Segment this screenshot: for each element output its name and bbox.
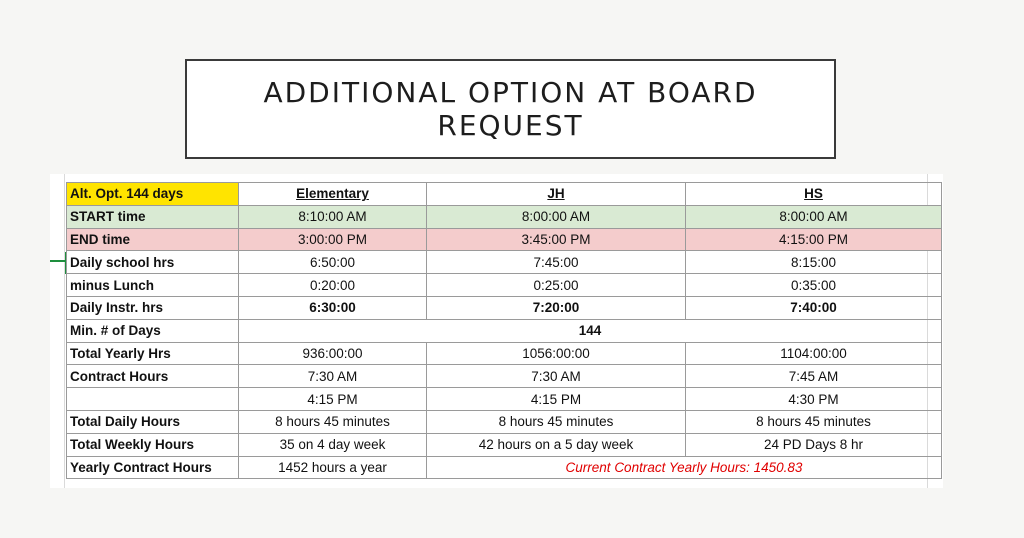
selection-marker [50,260,66,262]
table-cell[interactable]: 24 PD Days 8 hr [686,433,942,456]
row-label[interactable] [67,388,239,411]
table-cell[interactable]: 4:15:00 PM [686,228,942,251]
table-cell[interactable]: 3:45:00 PM [427,228,686,251]
table-row [67,388,942,411]
row-label[interactable]: Total Weekly Hours [67,433,239,456]
table-row [67,251,942,274]
table-cell[interactable]: 4:15 PM [239,388,427,411]
table-row [67,342,942,365]
table-cell[interactable]: 8:00:00 AM [686,205,942,228]
table-row [67,365,942,388]
table-cell[interactable]: 8:00:00 AM [427,205,686,228]
table-cell[interactable]: 1452 hours a year [239,456,427,479]
row-label[interactable]: Total Yearly Hrs [67,342,239,365]
table-cell[interactable]: 1056:00:00 [427,342,686,365]
table-row [67,296,942,319]
col-header-jh[interactable]: JH [427,183,686,206]
col-header-hs[interactable]: HS [686,183,942,206]
table-cell[interactable]: 35 on 4 day week [239,433,427,456]
table-cell[interactable]: 8:15:00 [686,251,942,274]
table-cell[interactable]: 3:00:00 PM [239,228,427,251]
table-cell[interactable]: 42 hours on a 5 day week [427,433,686,456]
table-cell[interactable]: 7:45:00 [427,251,686,274]
contract-note[interactable]: Current Contract Yearly Hours: 1450.83 [427,456,942,479]
table-cell[interactable]: 8 hours 45 minutes [686,410,942,433]
row-label[interactable]: START time [67,205,239,228]
title-box [185,59,836,159]
page-title: ADDITIONAL OPTION AT BOARD REQUEST [263,76,758,142]
table-cell[interactable]: 1104:00:00 [686,342,942,365]
table-cell[interactable]: 4:30 PM [686,388,942,411]
corner-cell[interactable]: Alt. Opt. 144 days [67,183,239,206]
table-row [67,274,942,297]
table-cell[interactable]: 7:40:00 [686,296,942,319]
table-row [67,205,942,228]
row-label[interactable]: Daily Instr. hrs [67,296,239,319]
col-header-elementary[interactable]: Elementary [239,183,427,206]
row-label[interactable]: Total Daily Hours [67,410,239,433]
table-cell[interactable]: 0:20:00 [239,274,427,297]
row-label[interactable]: END time [67,228,239,251]
table-cell[interactable]: 936:00:00 [239,342,427,365]
table-cell[interactable]: 8:10:00 AM [239,205,427,228]
table-cell[interactable]: 8 hours 45 minutes [239,410,427,433]
table-row [67,228,942,251]
table-cell[interactable]: 0:35:00 [686,274,942,297]
row-label[interactable]: Min. # of Days [67,319,239,342]
table-cell[interactable]: 7:30 AM [239,365,427,388]
table-row [67,410,942,433]
table-cell[interactable]: 7:30 AM [427,365,686,388]
row-label[interactable]: Yearly Contract Hours [67,456,239,479]
header-row [67,183,942,206]
table-cell[interactable]: 0:25:00 [427,274,686,297]
table-row [67,433,942,456]
table-cell[interactable]: 6:30:00 [239,296,427,319]
table-row [67,319,942,342]
row-label[interactable]: Daily school hrs [67,251,239,274]
table-cell[interactable]: 4:15 PM [427,388,686,411]
row-header-edge [64,174,65,488]
schedule-table [66,182,942,479]
row-label[interactable]: Contract Hours [67,365,239,388]
table-cell[interactable]: 7:20:00 [427,296,686,319]
table-row [67,456,942,479]
min-days-value[interactable]: 144 [239,319,942,342]
table-cell[interactable]: 7:45 AM [686,365,942,388]
row-label[interactable]: minus Lunch [67,274,239,297]
table-cell[interactable]: 8 hours 45 minutes [427,410,686,433]
table-cell[interactable]: 6:50:00 [239,251,427,274]
